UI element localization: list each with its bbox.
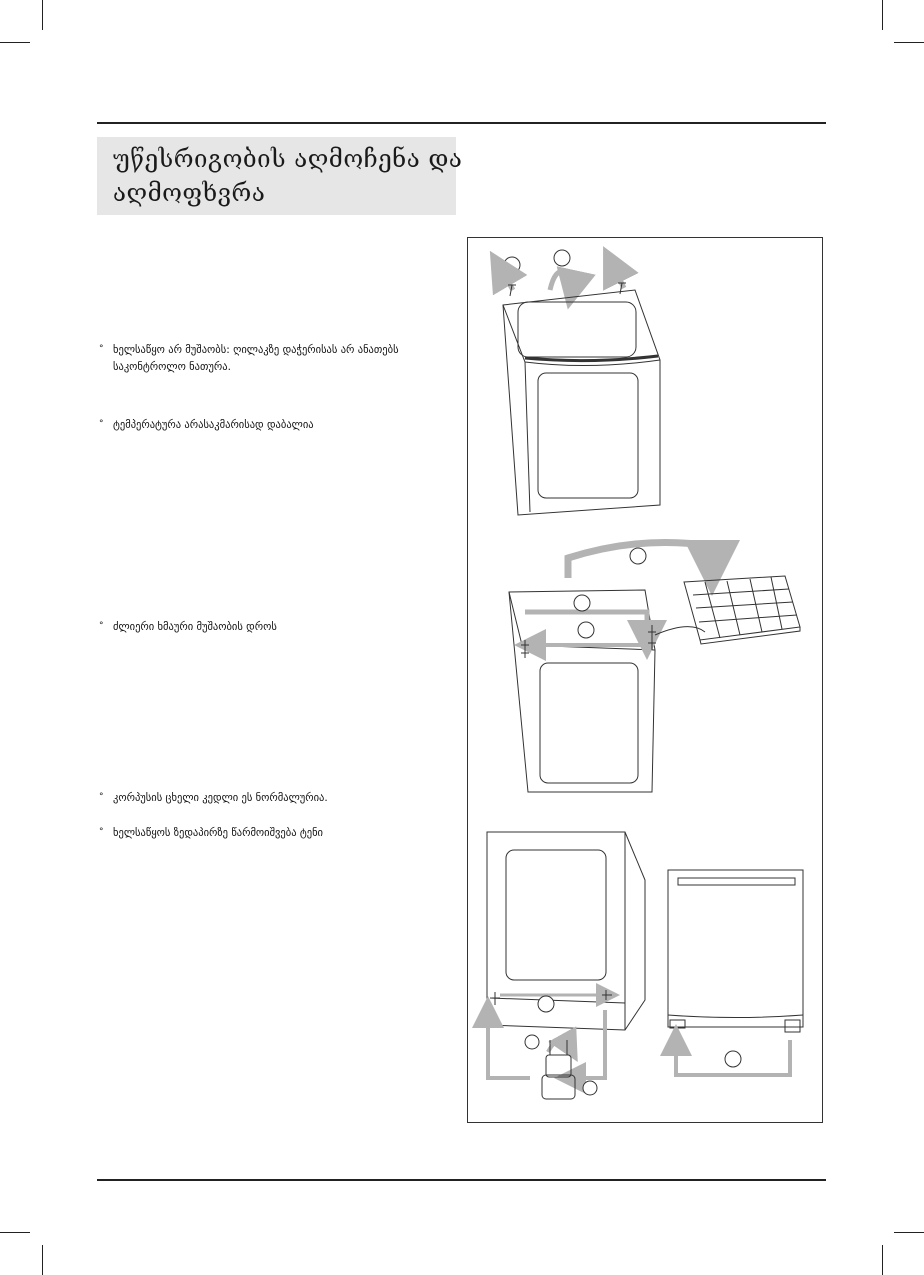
bullet-dot-icon: ° xyxy=(99,621,104,631)
grid-panel-icon xyxy=(684,576,800,644)
return-arrow-icon xyxy=(570,1010,605,1078)
title-line-2: აღმოფხვრა xyxy=(113,179,266,207)
hinge-icon xyxy=(785,1020,800,1032)
step-marker xyxy=(630,548,646,564)
item-line-1: ხელსაწყო არ მუშაობს: ღილაკზე დაჭერისას არ ანათებს xyxy=(113,344,399,356)
item-line-1: ხელსაწყოს ზედაპირზე წარმოიშვება ტენი xyxy=(113,827,323,839)
step-marker xyxy=(525,1035,539,1049)
cabinet-front xyxy=(668,870,803,1027)
item-line-2: საკონტროლო ნათურა. xyxy=(113,361,231,373)
step-marker xyxy=(725,1051,741,1067)
bullet-dot-icon: ° xyxy=(99,419,104,429)
hinge-icon xyxy=(602,990,612,1000)
step-marker xyxy=(574,595,590,611)
item-line-1: კორპუსის ცხელი კედლი ეს ნორმალურია. xyxy=(113,792,328,804)
bullet-dot-icon: ° xyxy=(99,827,104,837)
item-line-1: ძლიერი ხმაური მუშაობის დროს xyxy=(113,621,277,633)
cabinet-side xyxy=(487,832,645,1030)
title-line-1: უწესრიგობის აღმოჩენა და xyxy=(113,145,463,173)
rotate-arrow-icon xyxy=(550,271,573,290)
hinge-icon xyxy=(492,992,500,1005)
figure-step-1 xyxy=(500,250,660,515)
figure-step-3 xyxy=(487,832,803,1099)
hinge-icon xyxy=(521,640,529,658)
step-marker xyxy=(578,622,594,638)
leveling-foot-icon xyxy=(542,1040,575,1099)
step-marker xyxy=(554,250,570,266)
figure-step-2 xyxy=(509,542,800,792)
bullet-dot-icon: ° xyxy=(99,344,104,354)
step-marker xyxy=(538,996,554,1012)
step-marker xyxy=(504,257,520,273)
item-line-1: ტემპერატურა არასაკმარისად დაბალია xyxy=(113,419,314,431)
step-marker xyxy=(583,1081,597,1095)
return-arrow-icon xyxy=(488,1012,530,1078)
cabinet xyxy=(509,590,655,792)
bullet-dot-icon: ° xyxy=(99,792,104,802)
